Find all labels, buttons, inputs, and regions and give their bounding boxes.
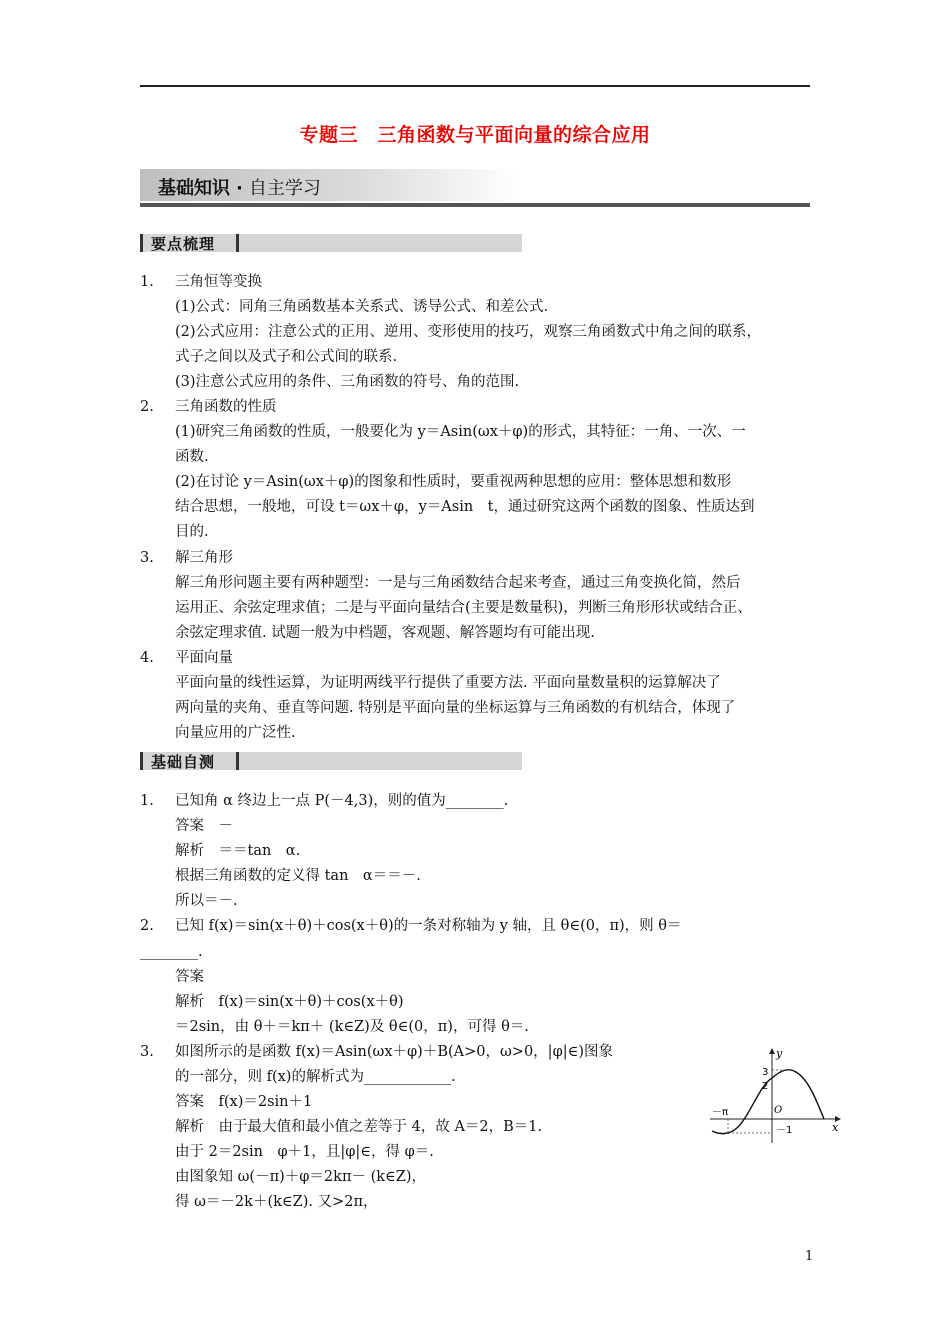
subheader-bar-left <box>140 234 143 252</box>
point-line: 式子之间以及式子和公式间的联系. <box>175 349 398 365</box>
point-line: 三角恒等变换 <box>175 274 262 290</box>
tick-label-3: 3 <box>762 1067 769 1078</box>
exercise-number: 2. <box>140 918 154 934</box>
x-axis-label: x <box>832 1121 839 1134</box>
exercise-line: 由于 2＝2sin φ＋1，且|φ|∈，得 φ＝. <box>175 1144 434 1160</box>
exercise-line: 如图所示的是函数 f(x)＝Asin(ωx＋φ)＋B(A>0，ω>0，|φ|∈)图象 <box>175 1044 613 1060</box>
exercise-line: 解析 f(x)＝sin(x＋θ)＋cos(x＋θ) <box>175 994 404 1010</box>
point-line: 解三角形问题主要有两种题型：一是与三角函数结合起来考查，通过三角变换化简，然后 <box>175 575 741 591</box>
banner-dot: · <box>236 178 243 199</box>
point-line: 余弦定理求值. 试题一般为中档题，客观题、解答题均有可能出现. <box>175 625 595 641</box>
exercise-line: 解析 ＝＝tan α. <box>175 843 301 859</box>
y-axis-label: y <box>776 1047 783 1060</box>
point-number: 3. <box>140 550 154 566</box>
subheader-bar-left <box>140 752 143 770</box>
sine-curve <box>712 1070 824 1134</box>
origin-label: O <box>774 1105 783 1116</box>
exercise-line: 解析 由于最大值和最小值之差等于 4，故 A＝2，B＝1. <box>175 1119 543 1135</box>
tick-label-2: 2 <box>762 1081 769 1092</box>
point-line: 平面向量的线性运算，为证明两线平行提供了重要方法. 平面向量数量积的运算解决了 <box>175 675 721 691</box>
page-number: 1 <box>805 1249 814 1264</box>
point-number: 2. <box>140 399 154 415</box>
exercise-number: 3. <box>140 1044 154 1060</box>
point-line: 向量应用的广泛性. <box>175 725 296 741</box>
exercise-line: 所以＝－. <box>175 893 238 909</box>
section-banner <box>140 169 810 207</box>
point-line: (2)公式应用：注意公式的正用、逆用、变形使用的技巧，观察三角函数式中角之间的联系， <box>175 324 762 340</box>
exercise-line: 根据三角函数的定义得 tan α＝＝－. <box>175 868 421 884</box>
point-line: 运用正、余弦定理求值；二是与平面向量结合(主要是数量积)，判断三角形形状或结合正、 <box>175 600 752 616</box>
subheader-bar-right <box>236 752 239 770</box>
subheader-bar-right <box>236 234 239 252</box>
exercise-line: 由图象知 ω(－π)＋φ＝2kπ－ (k∈Z)， <box>175 1169 426 1185</box>
point-line: (1)研究三角函数的性质，一般要化为 y＝Asin(ωx＋φ)的形式，其特征：一角、一次、一 <box>175 424 746 440</box>
subheader-self-test <box>140 752 522 770</box>
top-rule <box>140 85 810 87</box>
banner-text <box>158 174 321 200</box>
point-line: 目的. <box>175 524 209 540</box>
point-line: 结合思想，一般地，可设 t＝ωx＋φ，y＝Asin t，通过研究这两个函数的图象、性质达到 <box>175 499 755 515</box>
exercise-line: 答案 f(x)＝2sin＋1 <box>175 1094 313 1110</box>
subheader-label: 基础自测 <box>151 753 216 771</box>
point-line: (2)在讨论 y＝Asin(ωx＋φ)的图象和性质时，要重视两种思想的应用：整体思想和数形 <box>175 474 732 490</box>
exercise-number: 1. <box>140 793 154 809</box>
point-number: 4. <box>140 650 154 666</box>
subheader-label: 要点梳理 <box>151 235 216 253</box>
exercise-line: 得 ω＝－2k＋(k∈Z). 又>2π， <box>175 1194 378 1210</box>
exercise-line: 答案 <box>175 969 204 985</box>
point-line: 两向量的夹角、垂直等问题. 特别是平面向量的坐标运算与三角函数的有机结合，体现了 <box>175 700 736 716</box>
exercise-line: ________. <box>140 944 203 960</box>
point-number: 1. <box>140 274 154 290</box>
tick-label-neg-1: －1 <box>776 1125 793 1136</box>
banner-rule <box>140 203 810 207</box>
exercise-line: 答案 － <box>175 818 233 834</box>
point-line: 三角函数的性质 <box>175 399 277 415</box>
point-line: 解三角形 <box>175 550 233 566</box>
page-title: 专题三 三角函数与平面向量的综合应用 <box>299 124 651 146</box>
point-line: (1)公式：同角三角函数基本关系式、诱导公式、和差公式. <box>175 299 549 315</box>
exercise-line: 已知角 α 终边上一点 P(－4,3)，则的值为________. <box>175 793 509 809</box>
tick-label-neg-pi: －π <box>712 1107 729 1118</box>
exercise-line: 的一部分，则 f(x)的解析式为____________. <box>175 1069 456 1085</box>
function-graph-figure <box>708 1045 846 1145</box>
subheader-key-points <box>140 234 522 252</box>
point-line: (3)注意公式应用的条件、三角函数的符号、角的范围. <box>175 374 520 390</box>
point-line: 平面向量 <box>175 650 233 666</box>
banner-bold-text: 基础知识 <box>158 178 230 199</box>
exercise-line: 已知 f(x)＝sin(x＋θ)＋cos(x＋θ)的一条对称轴为 y 轴，且 θ∈(0，π)，则 θ＝ <box>175 918 682 934</box>
exercise-line: ＝2sin，由 θ＋＝kπ＋ (k∈Z)及 θ∈(0，π)，可得 θ＝. <box>175 1019 529 1035</box>
point-line: 函数. <box>175 449 209 465</box>
banner-rest-text: 自主学习 <box>248 178 321 199</box>
